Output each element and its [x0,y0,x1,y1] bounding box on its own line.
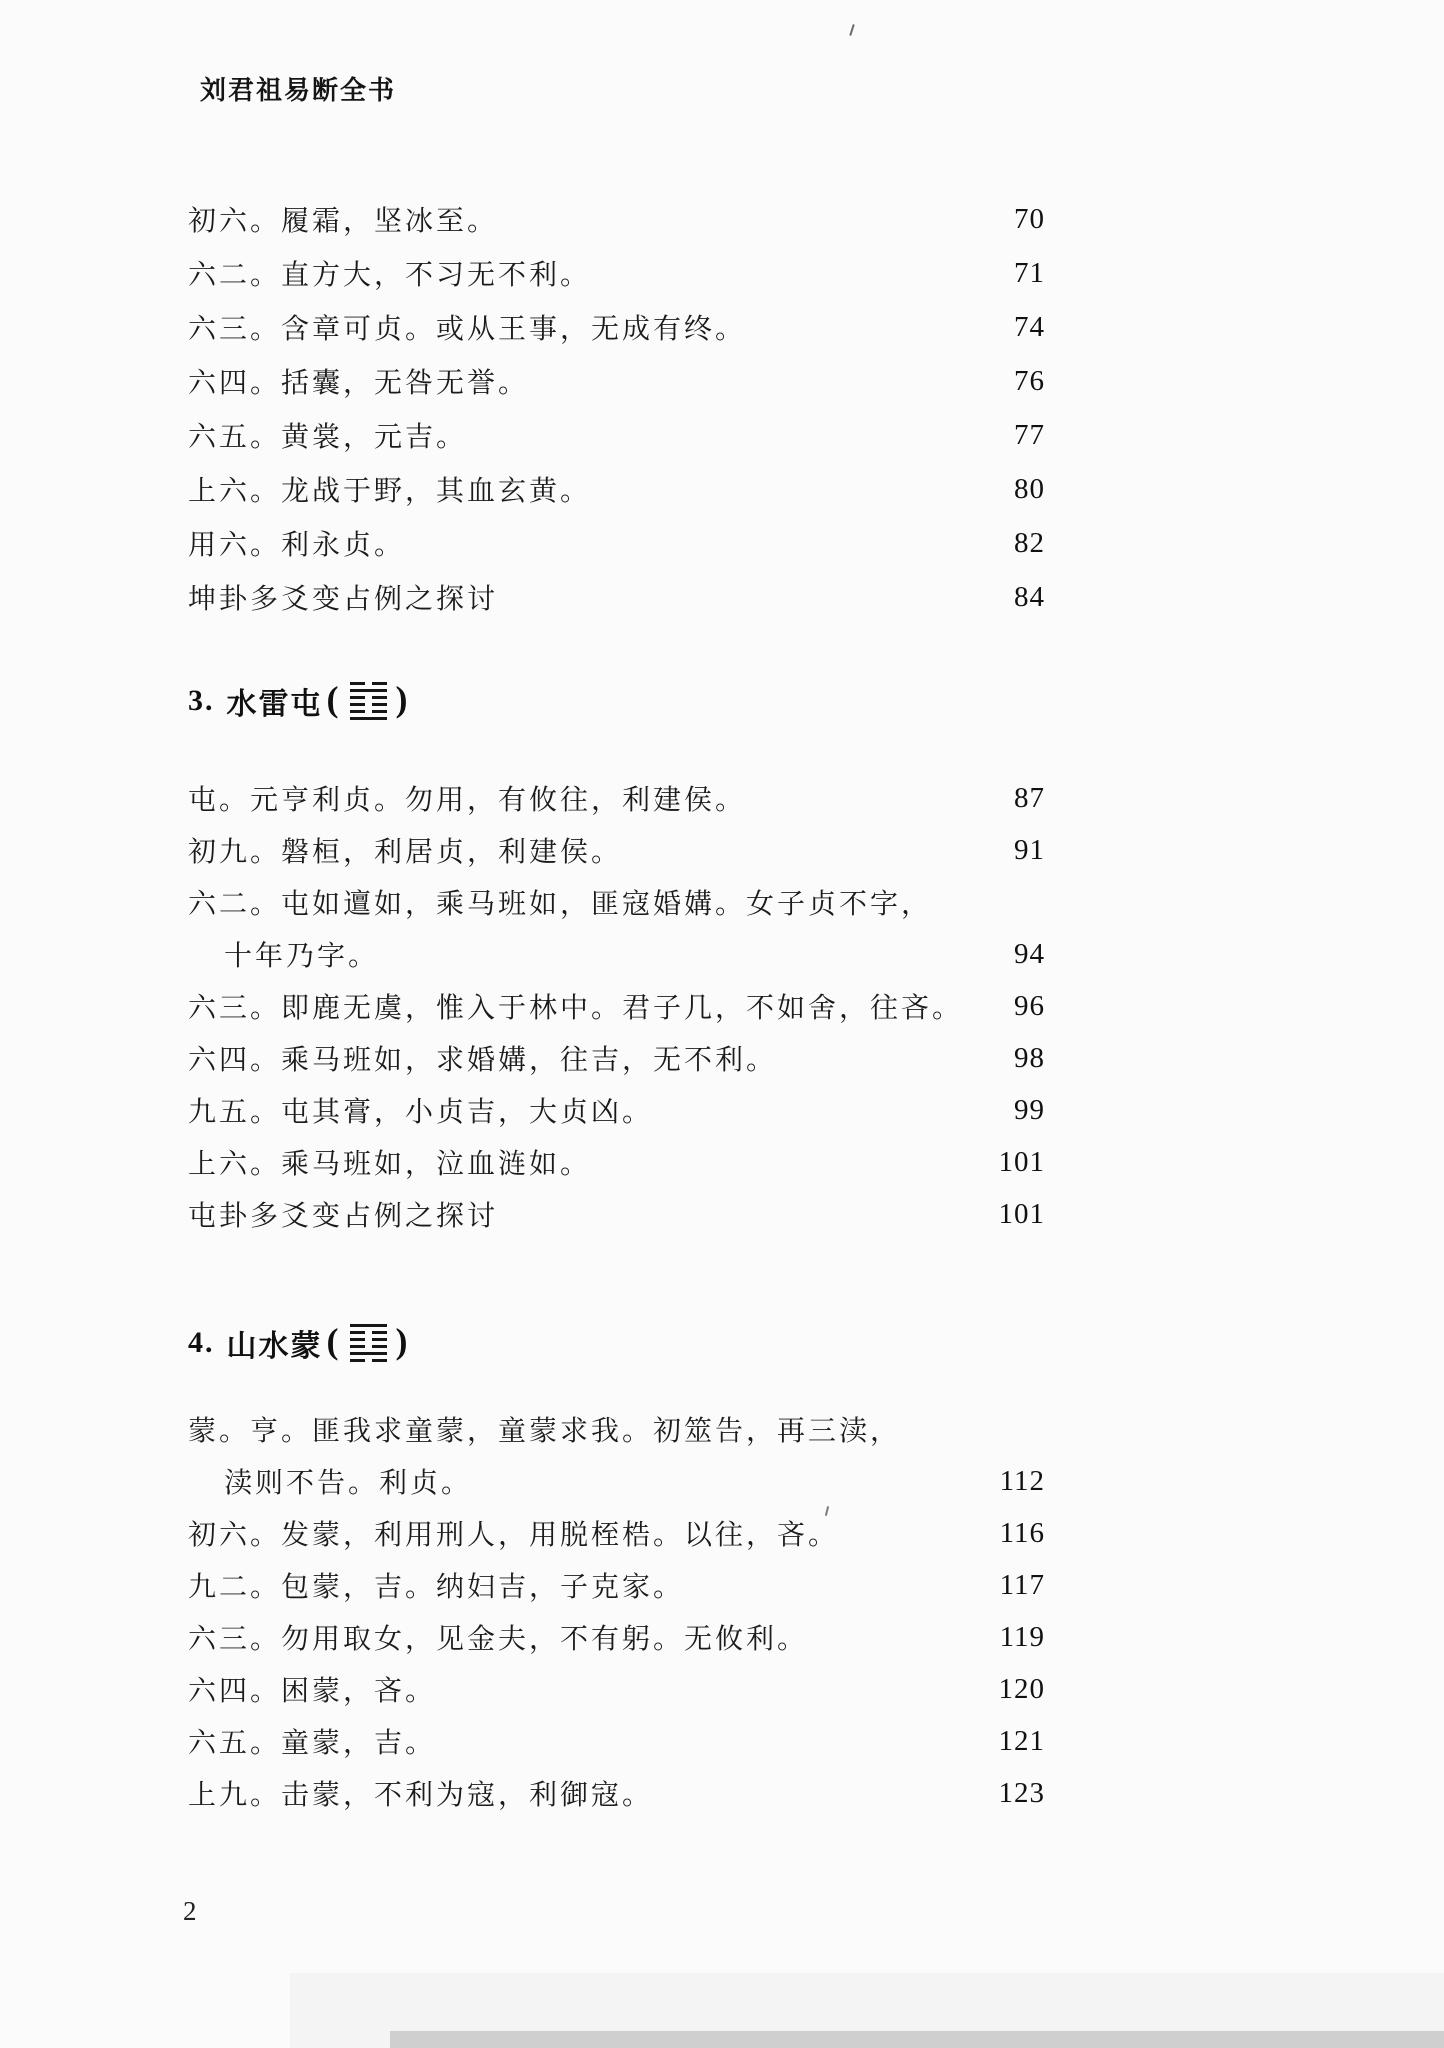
entry-page-number: 71 [1014,256,1045,289]
section-title: 水雷屯 [226,688,323,721]
toc-entry-line [188,1032,1045,1084]
toc-entry-line [188,980,1045,1032]
toc-entry-line [188,462,1045,516]
entry-page-number: 101 [998,1145,1045,1178]
entry-text: 十年乃字。 [224,941,380,972]
entry-text: 六四。困蒙，吝。 [188,1676,437,1707]
entry-page-number: 117 [999,1568,1045,1601]
entry-text: 六四。乘马班如，求婚媾，往吉，无不利。 [188,1045,778,1076]
entry-text: 九二。包蒙，吉。纳妇吉，子克家。 [188,1572,685,1603]
entry-page-number: 119 [999,1620,1045,1653]
entry-text: 六三。即鹿无虞，惟入于林中。君子几，不如舍，往吝。 [188,993,964,1024]
hexagram-line-broken [350,1331,387,1335]
toc [188,192,1045,1819]
entry-page-number: 87 [1014,781,1045,814]
entry-page-number: 121 [998,1724,1045,1757]
paren-close: ) [395,1321,410,1361]
section-heading [188,678,1045,724]
entry-text: 六三。含章可贞。或从王事，无成有终。 [188,314,747,345]
toc-entry-line [188,1715,1045,1767]
entry-text: 六二。屯如邅如，乘马班如，匪寇婚媾。女子贞不字， [188,889,933,920]
entry-page-number: 77 [1014,418,1045,451]
hexagram-icon-mountain-water-meng [350,1322,387,1364]
section-entries [188,1403,1045,1819]
entry-page-number: 94 [1014,937,1045,970]
section-entries [188,772,1045,1240]
hexagram-line-broken [350,710,387,714]
entry-page-number: 91 [1014,833,1045,866]
hexagram-line-broken [350,1345,387,1349]
toc-entry-line [188,1455,1045,1507]
entry-text: 屯。元亨利贞。勿用，有攸往，利建侯。 [188,785,747,816]
hexagram-line-broken [350,703,387,707]
scan-edge-strip [390,2031,1444,2048]
entry-page-number: 84 [1014,580,1045,613]
entry-text: 六二。直方大，不习无不利。 [188,260,592,291]
entry-text: 用六。利永贞。 [188,530,406,561]
entry-page-number: 74 [1014,310,1045,343]
entry-page-number: 70 [1014,202,1045,235]
entry-page-number: 99 [1014,1093,1045,1126]
toc-entry-line [188,1611,1045,1663]
section-number: 4. [188,1326,215,1359]
entry-text: 初六。履霜，坚冰至。 [188,206,499,237]
toc-entry-line [188,1559,1045,1611]
hexagram-line-broken [350,1359,387,1363]
entry-page-number: 98 [1014,1041,1045,1074]
entry-page-number: 116 [999,1516,1045,1549]
entry-page-number: 101 [998,1197,1045,1230]
toc-entry-line [188,824,1045,876]
toc-entry-line [188,570,1045,624]
toc-entry-line [188,1188,1045,1240]
toc-entry-line [188,876,1045,928]
toc-entry-line [188,1663,1045,1715]
paren-open: ( [326,1321,341,1361]
section-number: 3. [188,684,215,717]
entry-text: 六五。黄裳，元吉。 [188,422,468,453]
entry-text: 六五。童蒙，吉。 [188,1728,437,1759]
entry-text: 初九。磐桓，利居贞，利建侯。 [188,837,623,868]
entry-page-number: 82 [1014,526,1045,559]
toc-entry-line [188,408,1045,462]
entry-text: 六四。括囊，无咎无誉。 [188,368,530,399]
entry-page-number: 80 [1014,472,1045,505]
hexagram-line-broken [350,1338,387,1342]
entry-page-number: 123 [998,1776,1045,1809]
entry-text: 九五。屯其膏，小贞吉，大贞凶。 [188,1097,654,1128]
toc-entry-line [188,192,1045,246]
hexagram-line-solid [350,689,387,693]
hexagram-line-solid [350,717,387,721]
paren-close: ) [395,679,410,719]
toc-entry-line [188,1084,1045,1136]
page-number: 2 [183,1896,197,1926]
paren-open: ( [326,679,341,719]
entry-text: 屯卦多爻变占例之探讨 [188,1201,499,1232]
section-entries [188,192,1045,624]
toc-entry-line [188,354,1045,408]
book-title: 刘君祖易断全书 [200,76,397,105]
section-title: 山水蒙 [226,1330,323,1363]
toc-entry-line [188,1507,1045,1559]
entry-page-number: 112 [999,1464,1045,1497]
entry-text: 上六。龙战于野，其血玄黄。 [188,476,592,507]
entry-page-number: 96 [1014,989,1045,1022]
hexagram-line-solid [350,1324,387,1328]
entry-page-number: 76 [1014,364,1045,397]
scan-speck-icon [849,24,855,36]
toc-entry-line [188,300,1045,354]
entry-text: 上六。乘马班如，泣血涟如。 [188,1149,592,1180]
toc-entry-line [188,246,1045,300]
toc-entry-line [188,1136,1045,1188]
toc-entry-line [188,928,1045,980]
entry-text: 蒙。亨。匪我求童蒙，童蒙求我。初筮告，再三渎， [188,1416,902,1447]
toc-entry-line [188,1403,1045,1455]
hexagram-line-solid [350,1352,387,1356]
hexagram-line-broken [350,696,387,700]
toc-entry-line [188,1767,1045,1819]
hexagram-icon-water-thunder-zhun [350,680,387,722]
entry-text: 坤卦多爻变占例之探讨 [188,584,499,615]
entry-text: 上九。击蒙，不利为寇，利御寇。 [188,1780,654,1811]
toc-entry-line [188,772,1045,824]
entry-text: 初六。发蒙，利用刑人，用脱桎梏。以往，吝。 [188,1520,840,1551]
section-heading [188,1320,1045,1366]
entry-page-number: 120 [998,1672,1045,1705]
toc-entry-line [188,516,1045,570]
entry-text: 六三。勿用取女，见金夫，不有躬。无攸利。 [188,1624,809,1655]
hexagram-line-broken [350,682,387,686]
entry-text: 渎则不告。利贞。 [224,1468,473,1499]
